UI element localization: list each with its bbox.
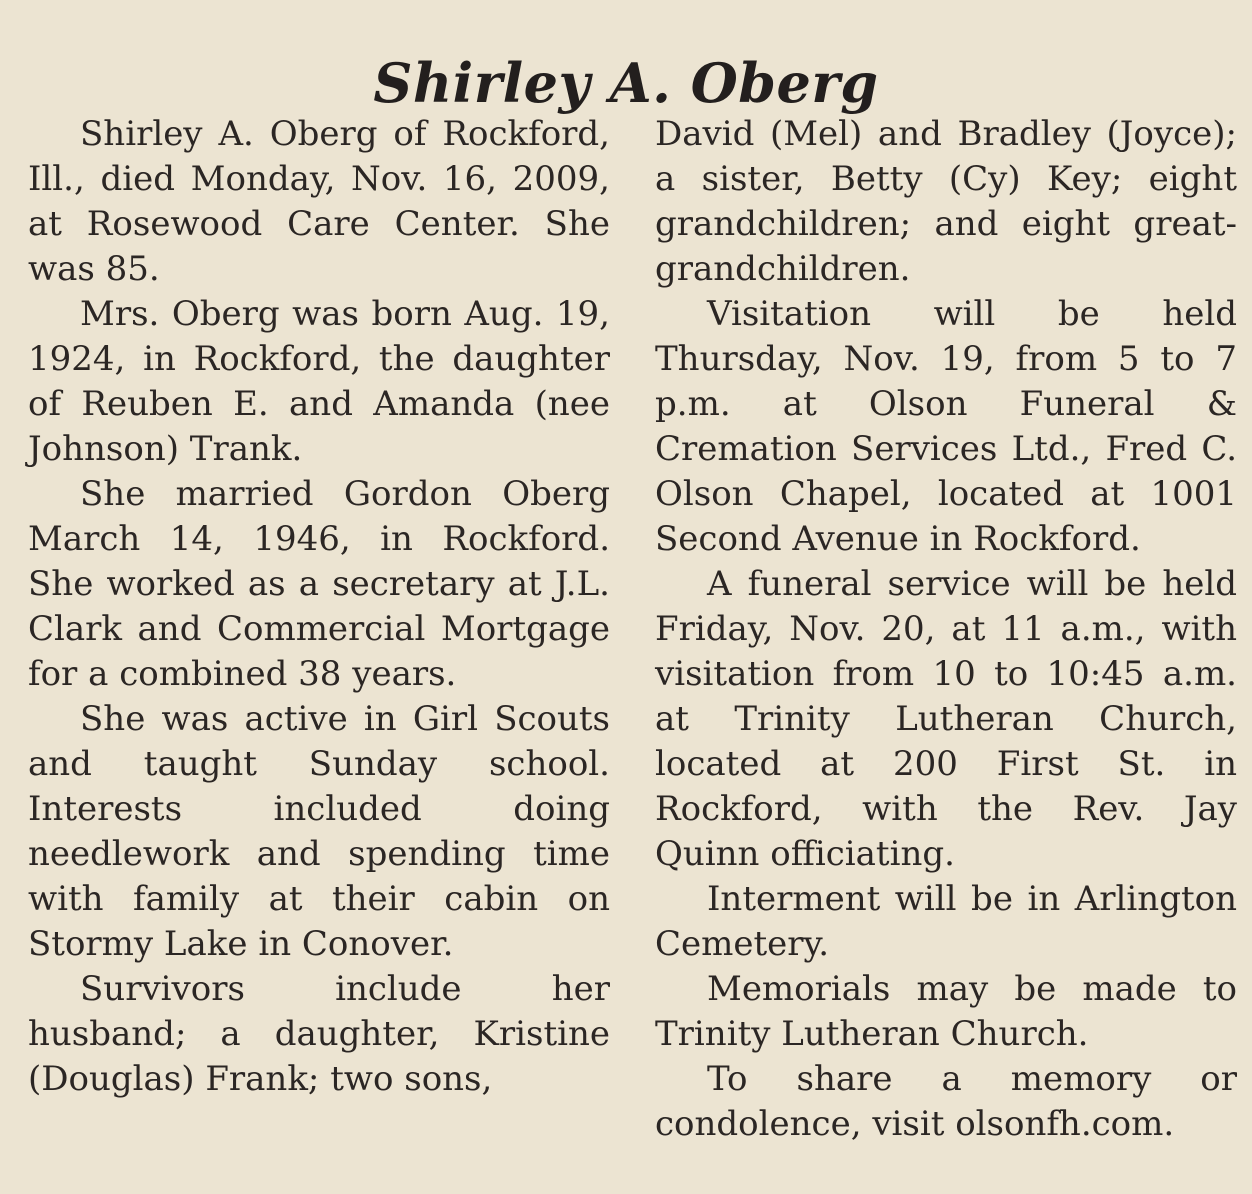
paragraph-funeral-service: A funeral service will be held Friday, Nov. 20, at 11 a.m., with visitation from 10 to 10:45 a.m. at Trinity Lutheran Church, located at 200 First St. in Rockford, with the Rev. Jay Quinn officiating. — [655, 564, 1237, 874]
paragraph-marriage-career: She married Gordon Oberg March 14, 1946, in Rockford. She worked as a secretary at J.L. Clark and Commercial Mortgage for a combined 38 years. — [28, 474, 610, 694]
paragraph-interests: She was active in Girl Scouts and taught Sunday school. Interests included doing needlework and spending time with family at their cabin on Stormy Lake in Conover. — [28, 699, 610, 964]
paragraph-death-notice: Shirley A. Oberg of Rockford, Ill., died Monday, Nov. 16, 2009, at Rosewood Care Center. She was 85. — [28, 114, 610, 289]
paragraph-memorials: Memorials may be made to Trinity Lutheran Church. — [655, 969, 1237, 1054]
right-column — [655, 112, 1237, 1147]
paragraph-survivors-continued: David (Mel) and Bradley (Joyce); a sister, Betty (Cy) Key; eight grandchildren; and eight great-grandchildren. — [655, 114, 1237, 289]
obituary-headline: Shirley A. Oberg — [373, 51, 879, 116]
paragraph-visitation: Visitation will be held Thursday, Nov. 19, from 5 to 7 p.m. at Olson Funeral & Cremation Services Ltd., Fred C. Olson Chapel, located at 1001 Second Avenue in Rockford. — [655, 294, 1237, 559]
left-column — [28, 112, 610, 1102]
paragraph-interment: Interment will be in Arlington Cemetery. — [655, 879, 1237, 964]
paragraph-condolences: To share a memory or condolence, visit olsonfh.com. — [655, 1059, 1237, 1144]
paragraph-survivors: Survivors include her husband; a daughter, Kristine (Douglas) Frank; two sons, — [28, 969, 610, 1099]
paragraph-birth: Mrs. Oberg was born Aug. 19, 1924, in Rockford, the daughter of Reuben E. and Amanda (nee Johnson) Trank. — [28, 294, 610, 469]
